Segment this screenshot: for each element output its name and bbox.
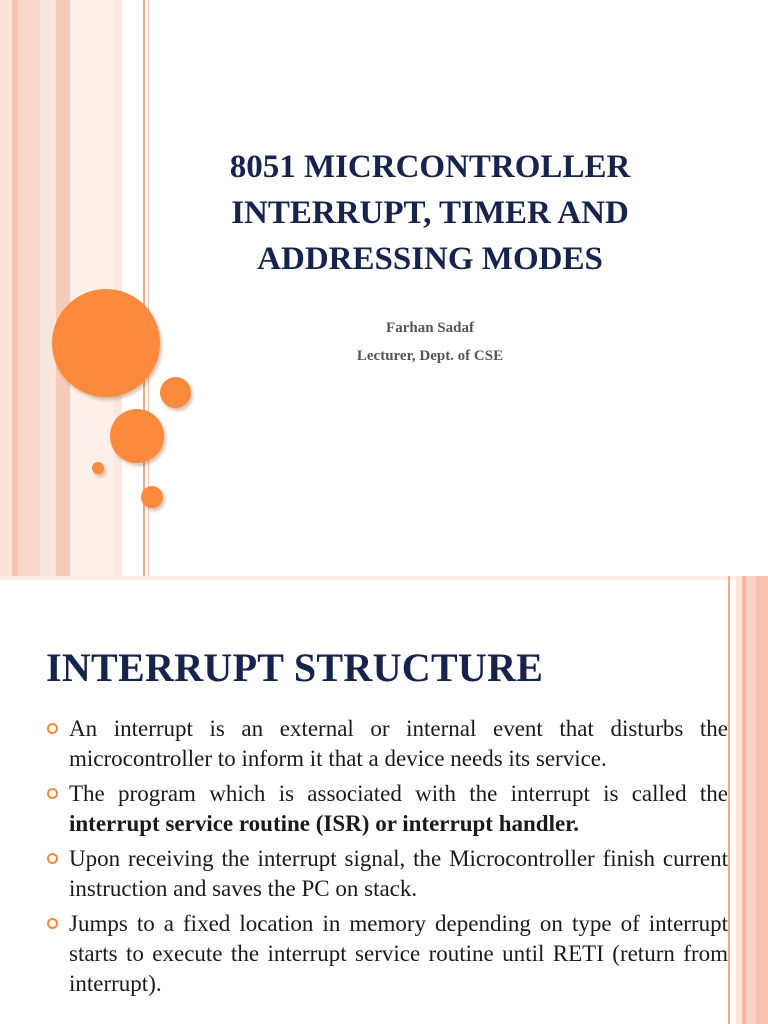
decorative-stripe bbox=[40, 0, 56, 576]
list-item bbox=[46, 714, 728, 774]
decorative-stripe bbox=[70, 0, 114, 576]
slide-title bbox=[180, 144, 680, 282]
decorative-circle-large bbox=[52, 289, 160, 397]
title-line: ADDRESSING MODES bbox=[257, 241, 603, 277]
bullet-list bbox=[46, 714, 728, 1004]
bullet-text: The program which is associated with the interrupt is called the bbox=[69, 781, 728, 806]
decorative-line bbox=[728, 576, 730, 1024]
decorative-circle-medium bbox=[110, 409, 164, 463]
list-item bbox=[46, 779, 728, 839]
bullet-bold-text: interrupt service routine (ISR) or interrupt handler. bbox=[69, 811, 580, 836]
author-name: Farhan Sadaf bbox=[386, 320, 474, 336]
list-item bbox=[46, 909, 728, 999]
decorative-stripe bbox=[56, 0, 70, 576]
author-role: Lecturer, Dept. of CSE bbox=[356, 348, 504, 364]
decorative-stripe bbox=[746, 576, 756, 1024]
decorative-circle-small bbox=[160, 377, 191, 408]
hollow-circle-bullet-icon bbox=[47, 723, 58, 734]
hollow-circle-bullet-icon bbox=[47, 788, 58, 799]
decorative-stripe bbox=[18, 0, 40, 576]
decorative-stripe bbox=[114, 0, 122, 576]
decorative-circle-tiny bbox=[92, 462, 104, 474]
content-slide bbox=[0, 576, 768, 1024]
hollow-circle-bullet-icon bbox=[47, 918, 58, 929]
decorative-circle-small bbox=[141, 486, 163, 508]
bullet-text: Jumps to a fixed location in memory depending on type of interrupt starts to execute the interrupt service routine until RETI (return from interrupt). bbox=[69, 911, 728, 996]
title-line: 8051 MICRCONTROLLER bbox=[229, 149, 631, 185]
title-line: INTERRUPT, TIMER AND bbox=[231, 195, 629, 231]
bullet-text: An interrupt is an external or internal event that disturbs the microcontroller to inform it that a device needs its service. bbox=[69, 716, 728, 771]
slide-heading: INTERRUPT STRUCTURE bbox=[46, 645, 544, 690]
decorative-stripe bbox=[0, 0, 12, 576]
author-block bbox=[320, 314, 540, 370]
hollow-circle-bullet-icon bbox=[47, 853, 58, 864]
bullet-text: Upon receiving the interrupt signal, the Microcontroller finish current instruction and saves the PC on stack. bbox=[69, 846, 728, 901]
decorative-stripe bbox=[0, 576, 768, 580]
decorative-stripe bbox=[756, 576, 768, 1024]
list-item bbox=[46, 844, 728, 904]
